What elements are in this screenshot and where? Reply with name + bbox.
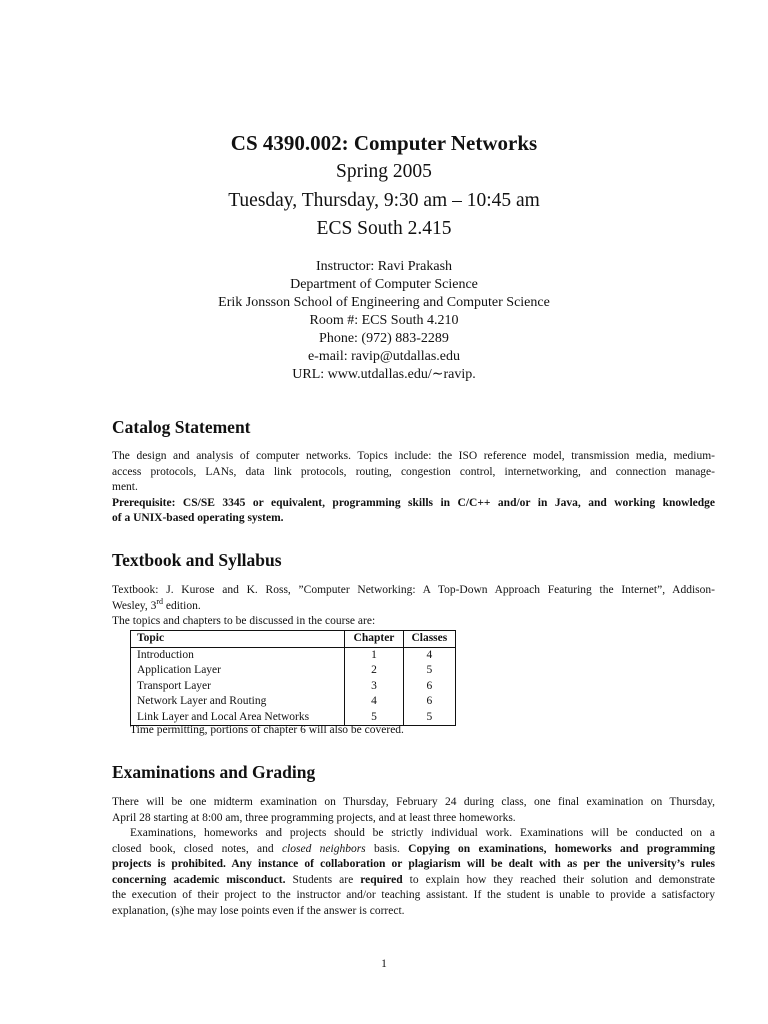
table-row (131, 647, 456, 663)
table-header-row (131, 631, 456, 648)
exams-heading: Examinations and Grading (112, 762, 316, 782)
table-row (131, 679, 456, 695)
table-cell-chapter: 3 (345, 679, 403, 695)
page-number: 1 (381, 958, 387, 970)
policy-line: the execution of their project to the instructor and/or teaching assistant. If the student is unable to provide a satisfactory (112, 889, 715, 901)
table-row (131, 663, 456, 679)
exams-line: April 28 starting at 8:00 am, three programming projects, and at least three homeworks. (112, 811, 516, 824)
catalog-line: access protocols, LANs, data link protocols, routing, congestion control, internetworking, and connection manage- (112, 465, 715, 478)
catalog-paragraph (112, 449, 715, 527)
table-cell-classes: 5 (403, 710, 455, 726)
policy-text: Students are (285, 873, 361, 886)
course-location: ECS South 2.415 (316, 218, 452, 239)
textbook-heading: Textbook and Syllabus (112, 550, 282, 570)
topics-intro-line: The topics and chapters to be discussed in the course are: (112, 615, 376, 627)
table-cell-classes: 5 (403, 663, 455, 679)
table-cell-chapter: 2 (345, 663, 403, 679)
catalog-heading: Catalog Statement (112, 417, 251, 437)
table-cell-chapter: 4 (345, 694, 403, 710)
edition-prefix: Wesley, 3 (112, 599, 157, 612)
policy-line: projects is prohibited. Any instance of collaboration or plagiarism will be dealt with as per the university’s rules (112, 858, 715, 870)
policy-line: Examinations, homeworks and projects should be strictly individual work. Examinations will be conducted on a (130, 827, 715, 839)
catalog-line: ment. (112, 481, 138, 493)
table-cell-topic: Network Layer and Routing (137, 695, 267, 707)
exams-line: There will be one midterm examination on Thursday, February 24 during class, one final examination on Thursday, (112, 796, 715, 808)
edition-suffix: edition. (163, 599, 201, 612)
policy-text: closed book, closed notes, and (112, 842, 282, 855)
textbook-line: Textbook: J. Kurose and K. Ross, ”Computer Networking: A Top-Down Approach Featuring the Internet”, Addison- (112, 584, 715, 596)
table-cell-classes: 6 (403, 694, 455, 710)
instructor-phone: Phone: (972) 883-2289 (319, 331, 449, 346)
instructor-email: e-mail: ravip@utdallas.edu (307, 349, 461, 364)
table-note: Time permitting, portions of chapter 6 will also be covered. (130, 724, 404, 736)
instructor-url: URL: www.utdallas.edu/∼ravip. (292, 367, 476, 382)
table-header-chapter: Chapter (345, 631, 403, 648)
exams-paragraph (112, 795, 715, 919)
instructor-school: Erik Jonsson School of Engineering and Computer Science (218, 295, 550, 310)
topics-table (130, 630, 456, 726)
table-cell-topic: Link Layer and Local Area Networks (137, 710, 310, 723)
policy-bold: required (360, 873, 403, 886)
prerequisite-line: of a UNIX-based operating system. (112, 512, 284, 524)
table-cell-topic: Introduction (137, 648, 194, 661)
course-title: CS 4390.002: Computer Networks (230, 131, 538, 155)
table-cell-classes: 6 (403, 679, 455, 695)
catalog-line: The design and analysis of computer networks. Topics include: the ISO reference model, transmission media, medium- (112, 450, 715, 462)
table-header-topic: Topic (131, 631, 345, 648)
policy-line (112, 842, 715, 858)
prerequisite-line: Prerequisite: CS/SE 3345 or equivalent, programming skills in C/C++ and/or in Java, and working knowledge (112, 496, 715, 509)
instructor-department: Department of Computer Science (290, 277, 478, 292)
table-cell-topic: Application Layer (137, 664, 221, 676)
policy-emphasis: closed neighbors (281, 842, 366, 855)
table-cell-chapter: 5 (345, 710, 403, 726)
table-cell-classes: 4 (403, 647, 455, 663)
table-header-classes: Classes (403, 631, 455, 648)
policy-bold: concerning academic misconduct. (112, 873, 286, 886)
table-row (131, 694, 456, 710)
policy-bold: Copying on examinations, homeworks and programming (408, 842, 715, 855)
policy-text: basis. (365, 842, 409, 855)
instructor-name: Instructor: Ravi Prakash (315, 259, 453, 274)
policy-line (112, 873, 715, 889)
instructor-info (0, 258, 768, 384)
edition-superscript: rd (156, 596, 163, 606)
instructor-room: Room #: ECS South 4.210 (309, 313, 459, 328)
table-cell-topic: Transport Layer (137, 679, 211, 692)
policy-text: to explain how they reached their solution and demonstrate (402, 873, 715, 886)
textbook-paragraph (112, 583, 715, 630)
textbook-edition-line (112, 596, 715, 615)
policy-line: explanation, (s)he may lose points even if the answer is correct. (112, 904, 405, 917)
table-cell-chapter: 1 (345, 647, 403, 663)
course-term: Spring 2005 (336, 161, 432, 182)
course-schedule: Tuesday, Thursday, 9:30 am – 10:45 am (228, 189, 540, 211)
